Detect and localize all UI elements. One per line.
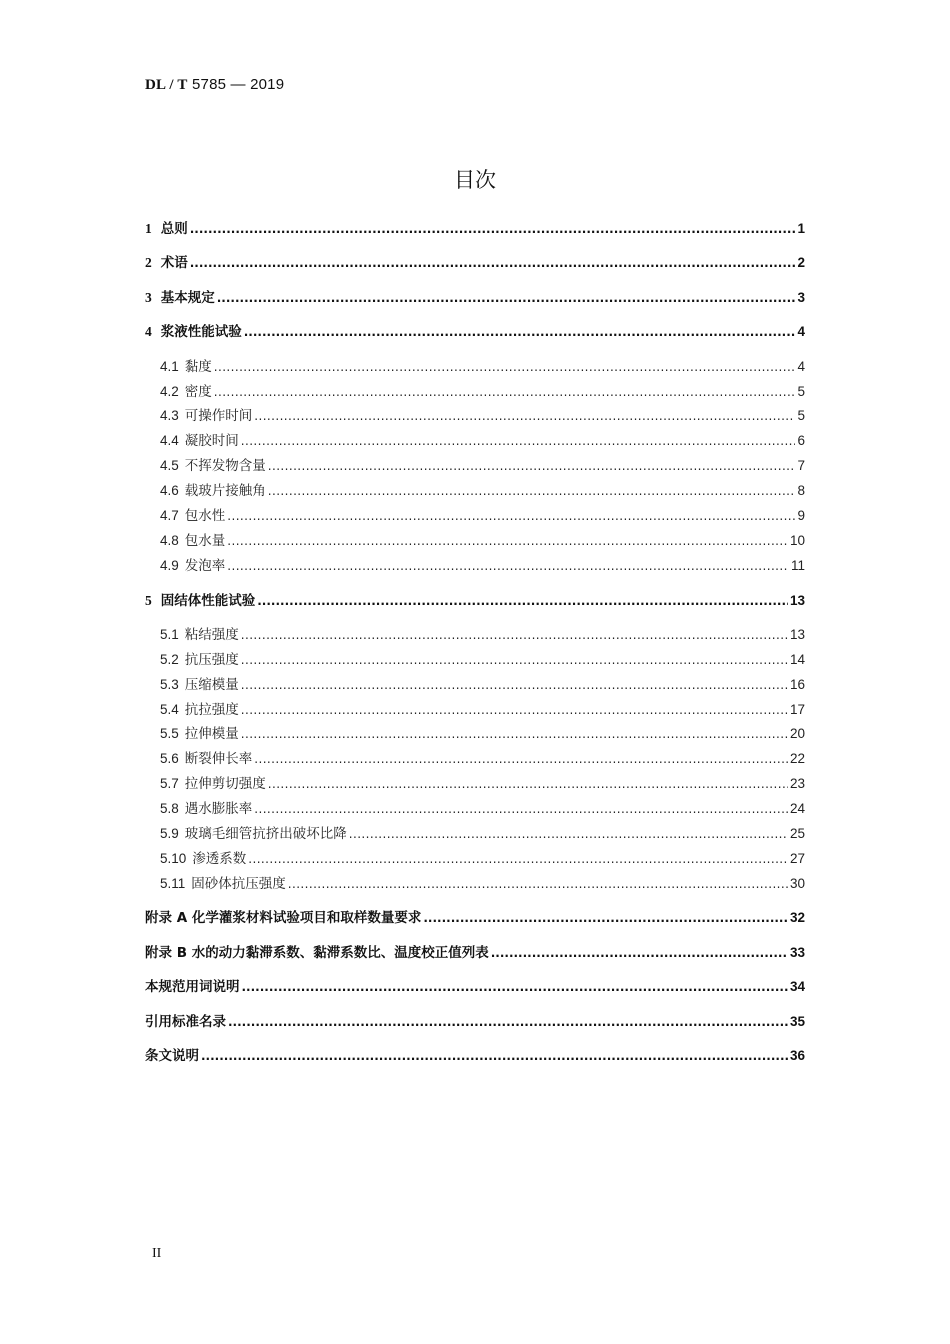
toc-entry[interactable] — [160, 554, 805, 574]
toc-entry-number: 5.8 — [160, 801, 179, 816]
toc-entry-number: 5.3 — [160, 677, 179, 692]
toc-entry[interactable] — [160, 772, 805, 792]
toc-leader-dots — [254, 409, 795, 423]
toc-leader-dots — [190, 222, 796, 236]
toc-entry-label: 拉伸剪切强度 — [184, 776, 266, 792]
toc-entry-number: 5 — [145, 593, 152, 608]
toc-entry-page: 17 — [789, 702, 805, 717]
page-title: 目次 — [454, 168, 496, 192]
toc-entry[interactable] — [160, 872, 805, 892]
toc-leader-dots — [201, 1049, 788, 1063]
toc-entry-label: 密度 — [184, 384, 212, 400]
toc-entry-number: 4.1 — [160, 359, 179, 374]
toc-entry-label: 术语 — [160, 255, 188, 271]
toc-entry-label: 引用标准名录 — [145, 1014, 226, 1030]
toc-entry-page: 32 — [789, 910, 805, 925]
toc-entry-number: 4.9 — [160, 558, 179, 573]
toc-leader-dots — [248, 852, 788, 866]
toc-entry[interactable] — [160, 623, 805, 643]
toc-entry[interactable] — [145, 1010, 805, 1030]
toc-entry[interactable] — [160, 380, 805, 400]
toc-entry[interactable] — [145, 589, 805, 609]
document-code-prefix: DL / T — [145, 77, 188, 93]
toc-entry-label: 附录 B 水的动力黏滞系数、黏滞系数比、温度校正值列表 — [145, 945, 489, 961]
toc-entry[interactable] — [145, 217, 805, 237]
toc-entry-page: 7 — [797, 458, 805, 473]
toc-entry-label: 本规范用词说明 — [145, 979, 240, 995]
toc-entry-label: 拉伸模量 — [184, 726, 239, 742]
toc-leader-dots — [214, 360, 796, 374]
toc-entry[interactable] — [160, 529, 805, 549]
toc-entry-label: 条文说明 — [145, 1048, 199, 1064]
toc-entry-label: 粘结强度 — [184, 627, 239, 643]
toc-entry[interactable] — [160, 722, 805, 742]
toc-entry-page: 5 — [797, 384, 805, 399]
toc-leader-dots — [288, 877, 788, 891]
toc-entry-page: 25 — [789, 826, 805, 841]
toc-entry-number: 5.11 — [160, 876, 186, 891]
toc-entry-label: 渗透系数 — [192, 851, 247, 867]
toc-entry[interactable] — [145, 906, 805, 926]
toc-leader-dots — [227, 509, 795, 523]
toc-leader-dots — [241, 727, 788, 741]
toc-entry-number: 2 — [145, 255, 152, 270]
toc-entry-label: 浆液性能试验 — [160, 324, 242, 340]
toc-entry-label: 遇水膨胀率 — [184, 801, 253, 817]
toc-entry[interactable] — [160, 822, 805, 842]
toc-entry-label: 包水性 — [184, 508, 226, 524]
toc-entry-page: 36 — [789, 1048, 805, 1063]
document-code-header — [145, 76, 284, 94]
toc-entry-page: 13 — [789, 593, 805, 608]
toc-leader-dots — [241, 434, 796, 448]
toc-entry-label: 黏度 — [184, 359, 212, 375]
toc-entry-number: 5.10 — [160, 851, 187, 866]
toc-entry-page: 11 — [790, 558, 805, 573]
toc-entry-page: 27 — [789, 851, 805, 866]
toc-entry-page: 23 — [789, 776, 805, 791]
toc-entry-label: 总则 — [160, 221, 188, 237]
toc-leader-dots — [349, 827, 788, 841]
toc-entry-number: 1 — [145, 221, 152, 236]
toc-entry-label: 基本规定 — [160, 290, 215, 306]
toc-entry[interactable] — [145, 941, 805, 961]
toc-entry[interactable] — [145, 975, 805, 995]
toc-leader-dots — [227, 534, 788, 548]
toc-entry-page: 5 — [797, 408, 805, 423]
toc-entry-number: 4.7 — [160, 508, 179, 523]
toc-entry-page: 35 — [789, 1014, 805, 1029]
toc-entry-label: 附录 A 化学灌浆材料试验项目和取样数量要求 — [145, 910, 422, 926]
toc-leader-dots — [228, 1015, 788, 1029]
toc-leader-dots — [214, 385, 796, 399]
toc-entry-page: 16 — [789, 677, 805, 692]
toc-entry-page: 2 — [797, 255, 805, 270]
toc-leader-dots — [241, 628, 788, 642]
toc-entry-label: 抗压强度 — [184, 652, 239, 668]
toc-leader-dots — [268, 777, 788, 791]
toc-entry-page: 24 — [789, 801, 805, 816]
toc-entry-page: 14 — [789, 652, 805, 667]
toc-entry-number: 4.3 — [160, 408, 179, 423]
toc-entry-page: 4 — [797, 359, 805, 374]
toc-entry-label: 发泡率 — [184, 558, 226, 574]
toc-entry-number: 4.2 — [160, 384, 179, 399]
toc-entry-label: 包水量 — [184, 533, 226, 549]
toc-entry-page: 20 — [789, 726, 805, 741]
toc-entry[interactable] — [160, 698, 805, 718]
toc-leader-dots — [257, 594, 788, 608]
toc-entry-number: 5.5 — [160, 726, 179, 741]
toc-entry[interactable] — [160, 404, 805, 424]
toc-entry-label: 可操作时间 — [184, 408, 253, 424]
toc-entry-number: 5.9 — [160, 826, 179, 841]
toc-entry[interactable] — [145, 251, 805, 271]
toc-entry-page: 10 — [789, 533, 805, 548]
toc-leader-dots — [227, 559, 789, 573]
toc-leader-dots — [268, 459, 796, 473]
toc-entry-label: 不挥发物含量 — [184, 458, 266, 474]
toc-leader-dots — [242, 980, 788, 994]
toc-entry[interactable] — [145, 1044, 805, 1064]
toc-entry[interactable] — [160, 847, 805, 867]
toc-leader-dots — [423, 911, 788, 925]
toc-entry[interactable] — [160, 454, 805, 474]
toc-entry-page: 4 — [797, 324, 805, 339]
toc-entry-number: 5.6 — [160, 751, 179, 766]
toc-entry[interactable] — [160, 797, 805, 817]
toc-leader-dots — [491, 946, 788, 960]
toc-entry-page: 8 — [797, 483, 805, 498]
toc-entry-label: 玻璃毛细管抗挤出破坏比降 — [184, 826, 347, 842]
toc-entry-page: 22 — [789, 751, 805, 766]
toc-entry[interactable] — [145, 320, 805, 340]
toc-entry[interactable] — [160, 479, 805, 499]
toc-leader-dots — [217, 291, 796, 305]
toc-entry-page: 3 — [797, 290, 805, 305]
toc-entry-number: 5.4 — [160, 702, 179, 717]
toc-leader-dots — [241, 678, 788, 692]
toc-entry[interactable] — [160, 648, 805, 668]
toc-entry-number: 5.7 — [160, 776, 179, 791]
toc-entry-page: 33 — [789, 945, 805, 960]
footer-page-number: II — [152, 1246, 162, 1261]
toc-entry-page: 1 — [797, 221, 805, 236]
toc-entry[interactable] — [160, 429, 805, 449]
toc-entry-page: 34 — [789, 979, 805, 994]
toc-entry[interactable] — [160, 673, 805, 693]
toc-entry-label: 压缩模量 — [184, 677, 239, 693]
toc-entry-number: 4.5 — [160, 458, 179, 473]
toc-entry-label: 断裂伸长率 — [184, 751, 253, 767]
toc-leader-dots — [268, 484, 796, 498]
toc-entry[interactable] — [160, 355, 805, 375]
toc-leader-dots — [254, 802, 788, 816]
toc-entry-number: 5.1 — [160, 627, 179, 642]
toc-entry-label: 抗拉强度 — [184, 702, 239, 718]
toc-entry[interactable] — [145, 286, 805, 306]
toc-entry-page: 13 — [789, 627, 805, 642]
toc-entry-number: 3 — [145, 290, 152, 305]
toc-entry-number: 4.8 — [160, 533, 179, 548]
toc-leader-dots — [241, 653, 788, 667]
toc-leader-dots — [190, 256, 796, 270]
toc-entry-label: 凝胶时间 — [184, 433, 239, 449]
toc-leader-dots — [254, 752, 788, 766]
toc-entry-number: 4.6 — [160, 483, 179, 498]
toc-leader-dots — [244, 325, 796, 339]
toc-leader-dots — [241, 703, 788, 717]
toc-entry-number: 5.2 — [160, 652, 179, 667]
toc-entry-page: 6 — [797, 433, 805, 448]
toc-entry[interactable] — [160, 747, 805, 767]
toc-entry-page: 9 — [797, 508, 805, 523]
toc-entry-number: 4.4 — [160, 433, 179, 448]
toc-entry-page: 30 — [789, 876, 805, 891]
toc-entry[interactable] — [160, 504, 805, 524]
toc-entry-label: 固结体性能试验 — [160, 593, 256, 609]
toc-entry-label: 载玻片接触角 — [184, 483, 266, 499]
toc-entry-label: 固砂体抗压强度 — [191, 876, 286, 892]
document-code-number: 5785 — 2019 — [187, 76, 285, 93]
toc-entry-number: 4 — [145, 324, 152, 339]
